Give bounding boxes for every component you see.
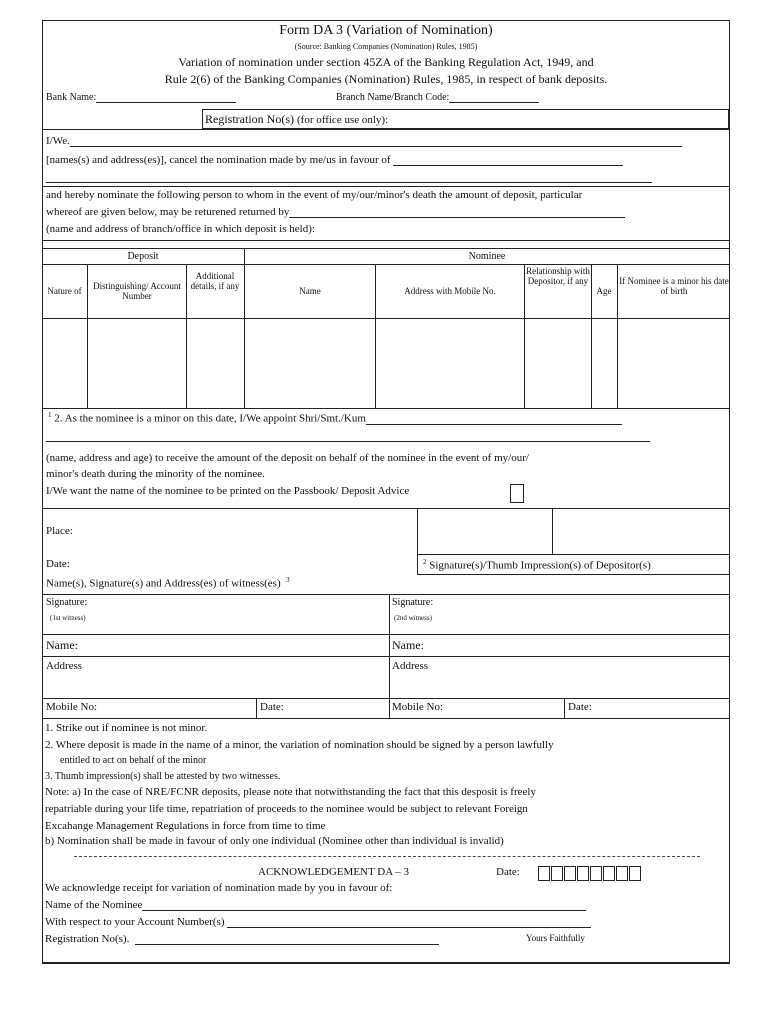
tear-line	[74, 856, 700, 857]
witness1-tag: (1st witness)	[50, 614, 86, 622]
witness1-mobile-label: Mobile No:	[46, 701, 98, 713]
witness2-date-label: Date:	[568, 701, 592, 713]
bank-name-label: Bank Name:	[46, 92, 97, 103]
appoint-label: 2. As the nominee is a minor on this date, I/We appoint Shri/Smt./Kum	[54, 412, 366, 425]
ack-receipt-line: We acknowledge receipt for variation of nomination made by you in favour of:	[45, 882, 393, 894]
passbook-checkbox[interactable]	[510, 484, 524, 503]
note-a3: Excahange Management Regulations in force from time to time	[45, 820, 326, 832]
note-2b: entitled to act on behalf of the minor	[60, 755, 207, 766]
yours-faithfully: Yours Faithfully	[526, 933, 585, 943]
minority-line: minor's death during the minority of the nominee.	[46, 468, 265, 480]
table-row[interactable]	[42, 318, 730, 408]
note-3: 3. Thumb impression(s) shall be attested by two witnesses.	[45, 771, 281, 782]
nominee-group-header: Nominee	[468, 251, 506, 262]
col-minor-dob: If Nominee is a minor his date of birth	[619, 276, 729, 296]
witness2-tag: (2nd witness)	[394, 614, 432, 622]
iwe-label: I/We.	[46, 135, 70, 147]
cancel-nomination-field[interactable]	[46, 154, 623, 166]
ack-account-field[interactable]	[45, 916, 591, 928]
source-line: (Source: Banking Companies (Nomination) Rules, 1985)	[294, 42, 478, 51]
witness2-signature-label: Signature:	[392, 597, 434, 608]
note-a1: Note: a) In the case of NRE/FCNR deposits, please note that notwithstanding the fact that this desposit is freely	[45, 786, 536, 798]
ack-nominee-field[interactable]	[45, 899, 586, 911]
witness2-mobile-label: Mobile No:	[392, 701, 444, 713]
ack-account-label: With respect to your Account Number(s)	[45, 916, 225, 928]
branch-note: (name and address of branch/office in which deposit is held):	[46, 223, 315, 235]
ack-heading: ACKNOWLEDGEMENT DA – 3	[258, 866, 410, 878]
branch-label: Branch Name/Branch Code:	[336, 92, 450, 103]
witness1-address-label: Address	[46, 660, 83, 672]
note-a2: repatriable during your life time, repatriation of proceeds to the nominee would be subject to relevant Foreign	[45, 803, 528, 815]
returned-by-label: whereof are given below, may be returened returned by	[46, 206, 290, 218]
nominate-line: and hereby nominate the following person to whom in the event of my/our/minor's death the amount of deposit, particular	[46, 189, 583, 201]
witness-heading: Name(s), Signature(s) and Address(es) of witness(es) $^3$	[46, 576, 290, 590]
witness1-signature-label: Signature:	[46, 597, 88, 608]
appoint-guardian-field[interactable]: $^1$ 2. As the nominee is a minor on this date, I/We appoint Shri/Smt./Kum	[48, 411, 622, 425]
depositor-signature-label: $^2$ Signature(s)/Thumb Impression(s) of Depositor(s)	[423, 558, 651, 572]
registration-label: Registration No(s) (for office use only):	[205, 112, 389, 126]
col-relationship: Relationship with Depositor, if any	[526, 266, 590, 286]
place-label: Place:	[46, 525, 73, 537]
ack-date-label: Date:	[496, 866, 520, 878]
note-1: 1. Strike out if nominee is not minor.	[45, 722, 208, 734]
ack-registration-label: Registration No(s).	[45, 933, 130, 945]
passbook-line: I/We want the name of the nominee to be printed on the Passbook/ Deposit Advice	[46, 485, 410, 497]
col-account: Distinguishing/ Account Number	[93, 281, 181, 301]
iwe-field[interactable]	[46, 135, 682, 147]
deposit-group-header: Deposit	[127, 251, 159, 262]
witness1-date-label: Date:	[260, 701, 284, 713]
ack-nominee-label: Name of the Nominee	[45, 899, 143, 911]
witness2-name-label: Name:	[392, 638, 424, 652]
name-address-age-line: (name, address and age) to receive the amount of the deposit on behalf of the nominee in the event of my/our/	[46, 452, 529, 464]
note-b: b) Nomination shall be made in favour of only one individual (Nominee other than individual is invalid)	[45, 835, 504, 847]
witness2-address-label: Address	[392, 660, 429, 672]
ack-registration-field[interactable]	[45, 933, 439, 945]
witness1-name-label: Name:	[46, 638, 78, 652]
note-2a: 2. Where deposit is made in the name of a minor, the variation of nomination should be signed by a person lawfully	[45, 739, 554, 751]
header-line-2: Rule 2(6) of the Banking Companies (Nomination) Rules, 1985, in respect of bank deposits.	[164, 72, 608, 86]
header-line-1: Variation of nomination under section 45ZA of the Banking Regulation Act, 1949, and	[178, 55, 594, 69]
depositor-signature-box-1[interactable]	[418, 509, 551, 553]
col-address: Address with Mobile No.	[404, 286, 496, 296]
cancel-label: [names(s) and address(es)], cancel the nomination made by me/us in favour of	[46, 154, 391, 166]
returned-by-field[interactable]	[46, 206, 625, 218]
form-title: Form DA 3 (Variation of Nomination)	[279, 23, 493, 38]
col-nature: Nature of	[47, 286, 82, 296]
col-age: Age	[596, 286, 612, 296]
date-label: Date:	[46, 558, 70, 570]
branch-field[interactable]	[336, 91, 539, 103]
bank-name-field[interactable]	[46, 91, 236, 103]
col-name: Name	[299, 286, 321, 296]
col-additional: Additional details, if any	[190, 271, 240, 291]
depositor-signature-box-2[interactable]	[553, 509, 729, 553]
